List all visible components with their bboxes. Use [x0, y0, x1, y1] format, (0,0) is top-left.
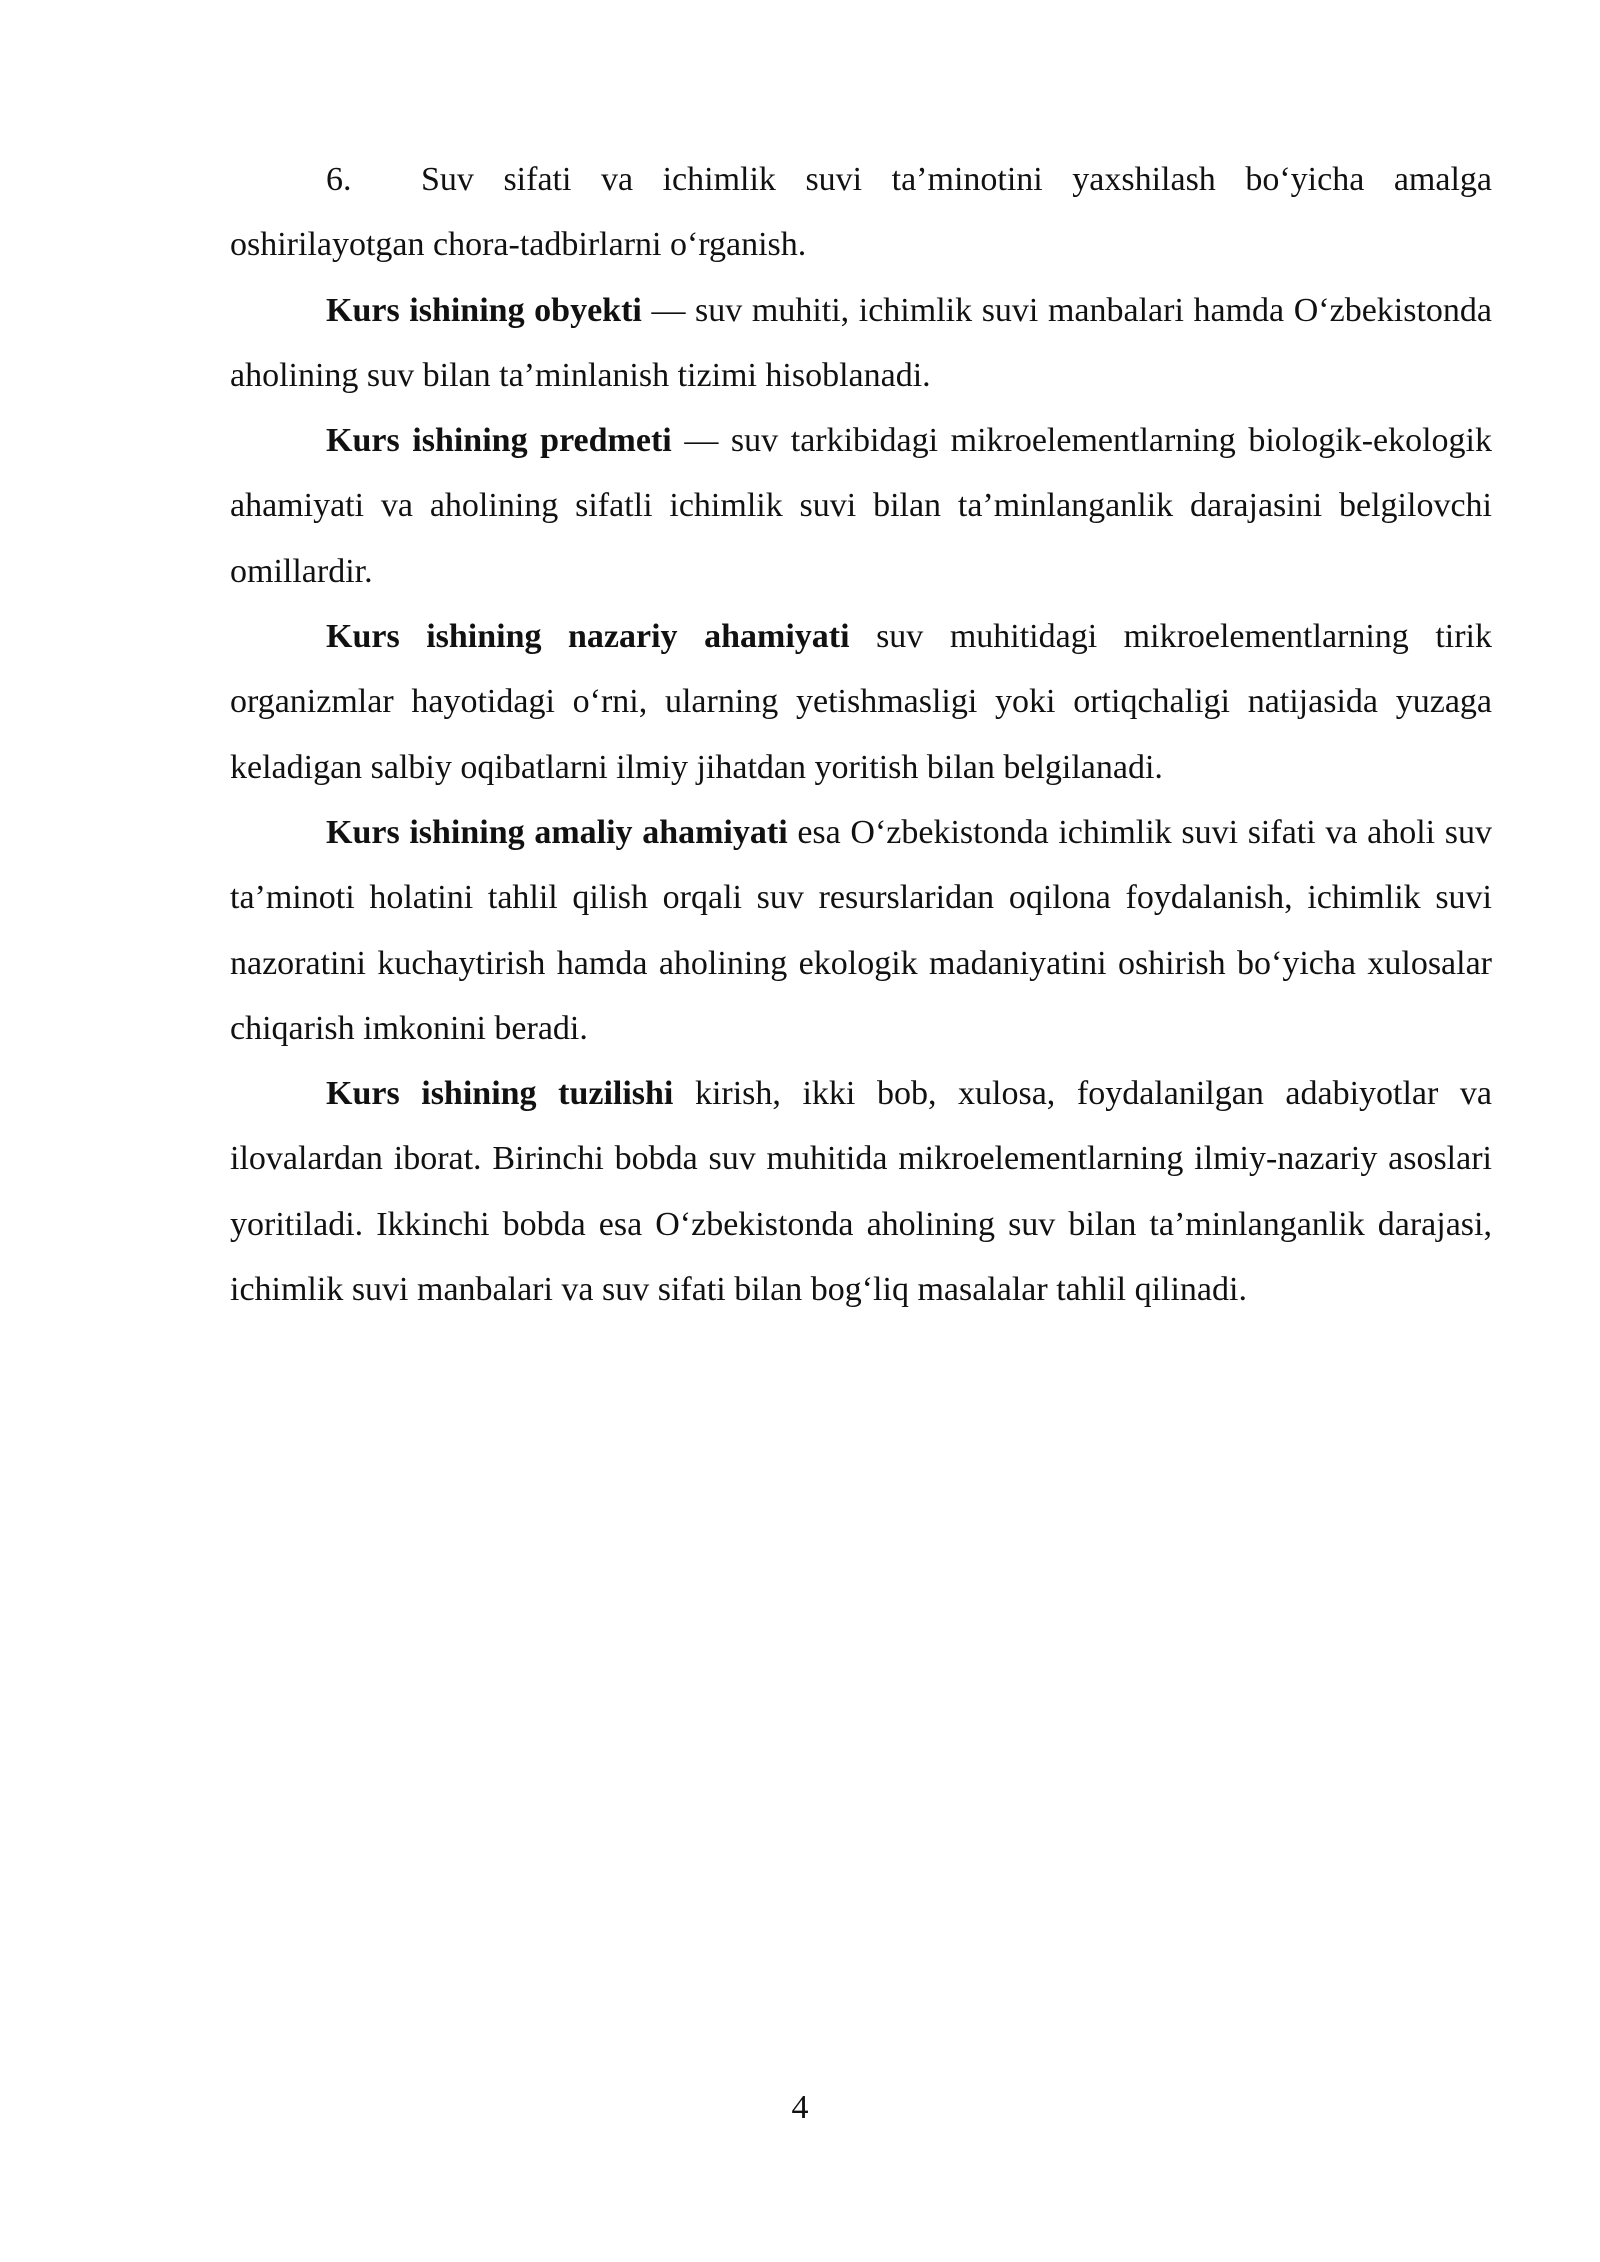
list-item-text: Suv sifati va ichimlik suvi ta’minotini yaxshilash bo‘yicha amalga oshirilayotgan chora-tadbirlarni o‘rganish. [230, 161, 1492, 264]
paragraph-text: kirish, ikki bob, xulosa, foydalanilgan adabiyotlar va ilovalardan iborat. Birinchi bobda suv muhitida mikroelementlarning ilmiy-nazariy asoslari yoritiladi. Ikkinchi bobda esa O‘zbekistonda aholining suv bilan ta’minlanganlik darajasi, ichimlik suvi manbalari va suv sifati bilan bog‘liq masalalar tahlil qilinadi. [230, 1075, 1492, 1309]
paragraph-heading: Kurs ishining nazariy ahamiyati [326, 618, 850, 656]
paragraph-structure [230, 1061, 1492, 1322]
paragraph-object [230, 278, 1492, 409]
paragraph-heading: Kurs ishining tuzilishi [326, 1075, 674, 1113]
list-item-6 [230, 147, 1492, 278]
paragraph-text: — suv tarkibidagi mikroelementlarning biologik-ekologik ahamiyati va aholining sifatli ichimlik suvi bilan ta’minlanganlik darajasini belgilovchi omillardir. [230, 422, 1492, 590]
paragraph-heading: Kurs ishining predmeti [326, 422, 672, 460]
paragraph-heading: Kurs ishining amaliy ahamiyati [326, 813, 788, 851]
paragraph-text: — suv muhiti, ichimlik suvi manbalari hamda O‘zbekistonda aholining suv bilan ta’minlanish tizimi hisoblanadi. [230, 291, 1492, 394]
list-item-number: 6. [326, 161, 352, 198]
paragraph-text: suv muhitidagi mikroelementlarning tirik organizmlar hayotidagi o‘rni, ularning yetishmasligi yoki ortiqchaligi natijasida yuzaga keladigan salbiy oqibatlarni ilmiy jihatdan yoritish bilan belgilanadi. [230, 618, 1492, 786]
paragraph-text: esa O‘zbekistonda ichimlik suvi sifati va aholi suv ta’minoti holatini tahlil qilish orqali suv resurslaridan oqilona foydalanish, ichimlik suvi nazoratini kuchaytirish hamda aholining ekologik madaniyatini oshirish bo‘yicha xulosalar chiqarish imkonini beradi. [230, 813, 1492, 1047]
paragraph-practical-significance [230, 800, 1492, 1061]
paragraph-theoretical-significance [230, 604, 1492, 800]
page-number: 4 [791, 2089, 809, 2126]
paragraph-heading: Kurs ishining obyekti [326, 291, 642, 329]
paragraph-subject [230, 408, 1492, 604]
page-content [230, 147, 1492, 1322]
